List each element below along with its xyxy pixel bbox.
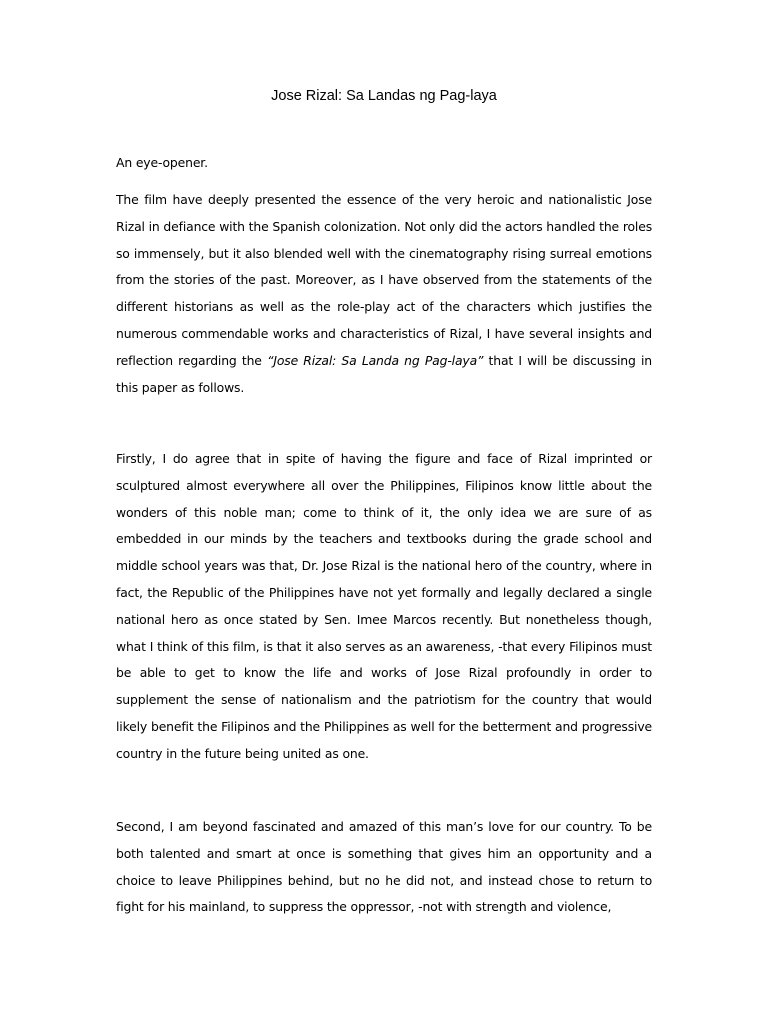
paragraph-intro-text: The film have deeply presented the essence of the very heroic and nationalistic Jose Rizal in defiance with the Spanish colonization. Not only did the actors handled the roles so immensely, but it also blended well with the cinematography rising surreal emotions from the stories of the past. Moreover, as I have observed from the statements of the different historians as well as the role-play act of the characters which justifies the numerous commendable works and characteristics of Rizal, I have several insights and reflection regarding the (116, 192, 652, 368)
paragraph-intro-ending: that I will be discussing in this paper as follows. (116, 352, 652, 395)
document-title: Jose Rizal: Sa Landas ng Pag-laya (271, 88, 497, 104)
paragraph-intro (116, 187, 652, 401)
opener-line: An eye-opener. (116, 155, 208, 170)
paragraph-firstly: Firstly, I do agree that in spite of having the figure and face of Rizal imprinted or sculptured almost everywhere all over the Philippines, Filipinos know little about the wonders of this noble man; come to think of it, the only idea we are sure of as embedded in our minds by the teachers and textbooks during the grade school and middle school years was that, Dr. Jose Rizal is the national hero of the country, where in fact, the Republic of the Philippines have not yet formally and legally declared a single national hero as once stated by Sen. Imee Marcos recently. But nonetheless though, what I think of this film, is that it also serves as an awareness, -that every Filipinos must be able to get to know the life and works of Jose Rizal profoundly in order to supplement the sense of nationalism and the patriotism for the country that would likely benefit the Filipinos and the Philippines as well for the betterment and progressive country in the future being united as one. (116, 451, 652, 761)
paragraph-second: Second, I am beyond fascinated and amazed of this man’s love for our country. To be both talented and smart at once is something that gives him an opportunity and a choice to leave Philippines behind, but no he did not, and instead chose to return to fight for his mainland, to suppress the oppressor, -not with strength and violence, (116, 819, 652, 915)
film-title-quote: “Jose Rizal: Sa Landa ng Pag-laya” (267, 352, 484, 368)
